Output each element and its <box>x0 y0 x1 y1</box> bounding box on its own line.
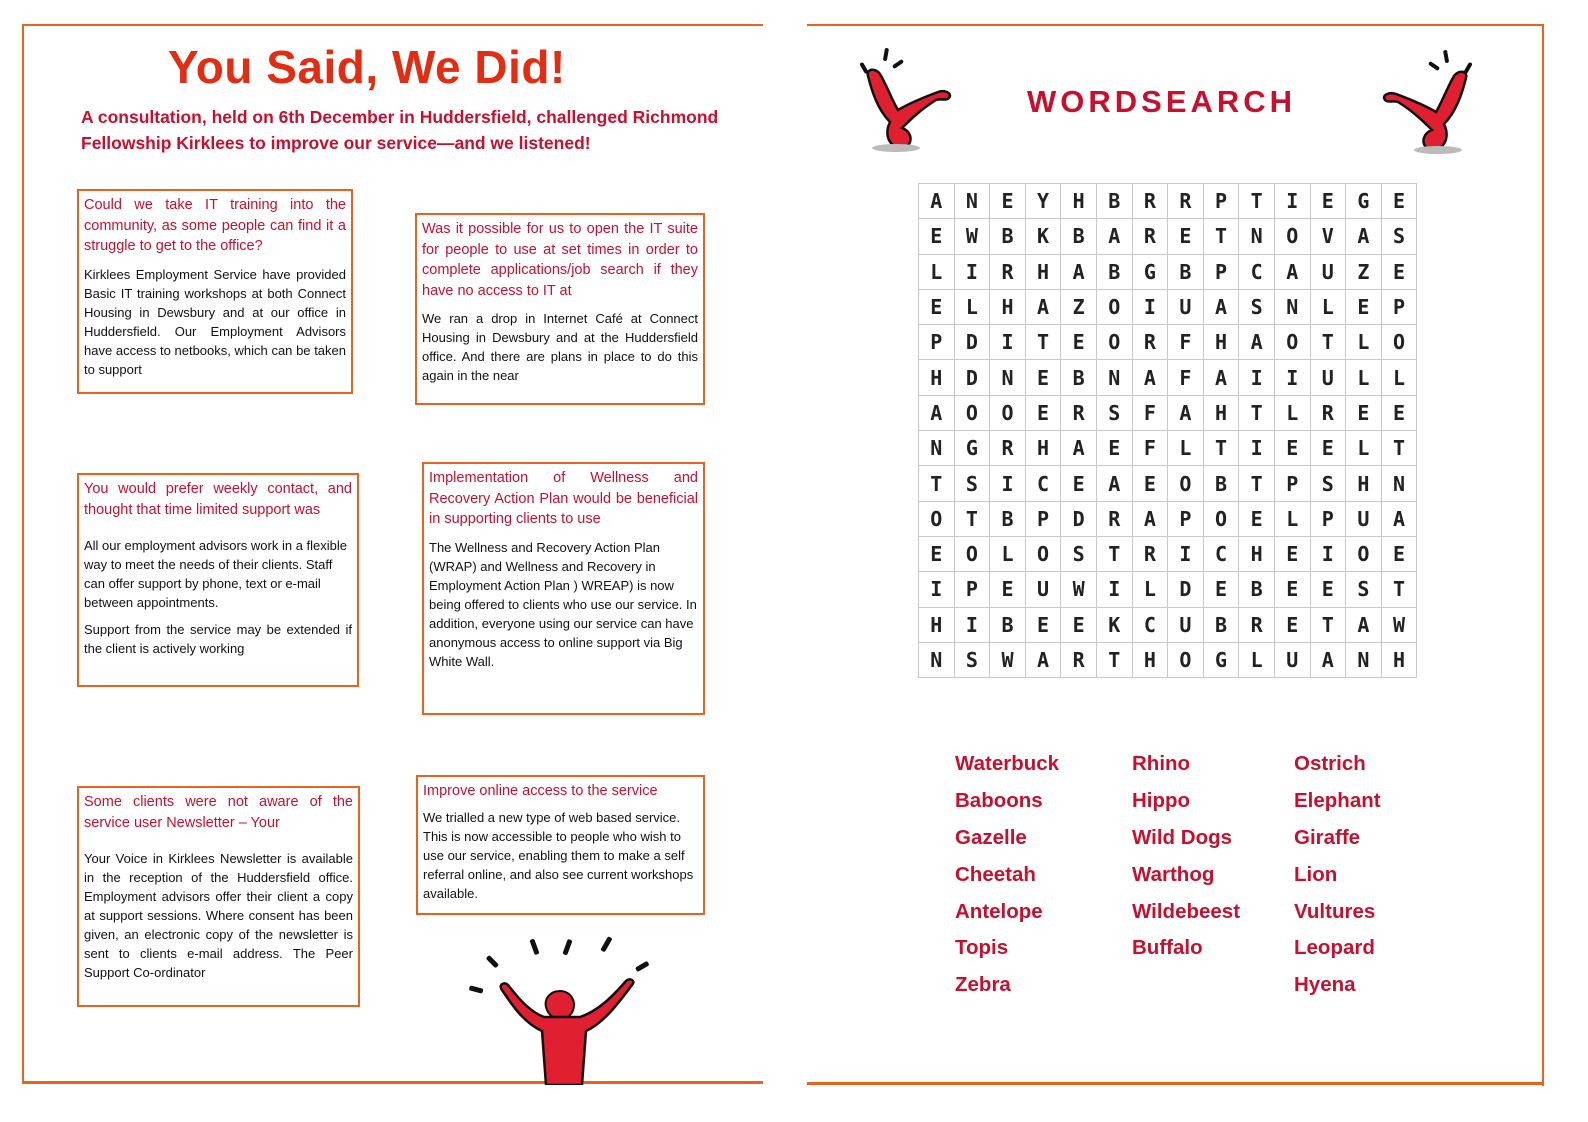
grid-letter[interactable]: E <box>1346 289 1382 324</box>
grid-letter[interactable]: Y <box>1025 184 1061 219</box>
grid-letter[interactable]: L <box>1346 431 1382 466</box>
question-text: Could we take IT training into the community, as some people can find it a struggle to get to the office? <box>84 197 346 254</box>
grid-letter[interactable]: T <box>1310 607 1346 642</box>
grid-row <box>919 184 1417 219</box>
grid-letter[interactable]: E <box>919 219 955 254</box>
grid-letter[interactable]: O <box>919 501 955 536</box>
word-list-item: Giraffe <box>1294 825 1361 849</box>
grid-letter[interactable]: B <box>990 607 1026 642</box>
grid-letter[interactable]: P <box>954 572 990 607</box>
right-frame-top <box>807 24 1544 26</box>
grid-letter[interactable]: P <box>919 325 955 360</box>
grid-letter[interactable]: L <box>1239 642 1275 677</box>
grid-letter[interactable]: L <box>1274 501 1310 536</box>
grid-letter[interactable]: I <box>1239 360 1275 395</box>
grid-letter[interactable]: I <box>1310 536 1346 571</box>
grid-letter[interactable]: F <box>1132 395 1168 430</box>
word-list-item: Topis <box>955 936 1009 960</box>
grid-letter[interactable]: A <box>1346 219 1382 254</box>
grid-letter[interactable]: I <box>954 254 990 289</box>
grid-letter[interactable]: O <box>1096 325 1132 360</box>
grid-letter[interactable]: E <box>1381 536 1417 571</box>
grid-letter[interactable]: B <box>1096 184 1132 219</box>
grid-letter[interactable]: A <box>1096 466 1132 501</box>
grid-letter[interactable]: I <box>1168 536 1204 571</box>
grid-letter[interactable]: N <box>1346 642 1382 677</box>
grid-letter[interactable]: A <box>919 395 955 430</box>
grid-letter[interactable]: A <box>1096 219 1132 254</box>
grid-letter[interactable]: C <box>1132 607 1168 642</box>
grid-row <box>919 466 1417 501</box>
grid-letter[interactable]: L <box>1274 395 1310 430</box>
feedback-box-it-suite <box>415 213 705 405</box>
grid-letter[interactable]: E <box>919 536 955 571</box>
grid-letter[interactable]: B <box>1096 254 1132 289</box>
grid-letter[interactable]: N <box>919 642 955 677</box>
grid-letter[interactable]: T <box>1096 642 1132 677</box>
grid-letter[interactable]: B <box>1203 607 1239 642</box>
grid-letter[interactable]: S <box>1310 466 1346 501</box>
grid-letter[interactable]: U <box>1310 360 1346 395</box>
grid-letter[interactable]: E <box>1381 254 1417 289</box>
grid-letter[interactable]: F <box>1132 431 1168 466</box>
left-frame-top <box>22 24 763 26</box>
grid-letter[interactable]: W <box>1381 607 1417 642</box>
grid-letter[interactable]: V <box>1310 219 1346 254</box>
answer-text: Support from the service may be extended if the client is actively working <box>84 622 352 656</box>
grid-letter[interactable]: L <box>1346 325 1382 360</box>
grid-letter[interactable]: C <box>1025 466 1061 501</box>
grid-letter[interactable]: T <box>919 466 955 501</box>
grid-letter[interactable]: L <box>1132 572 1168 607</box>
grid-row <box>919 501 1417 536</box>
grid-letter[interactable]: A <box>1061 254 1097 289</box>
grid-letter[interactable]: E <box>1203 572 1239 607</box>
cheering-figure-icon <box>462 935 662 1085</box>
answer-text: We ran a drop in Internet Café at Connect Housing in Dewsbury and at the Huddersfield office. And there are plans in place to do this again in the near <box>422 311 698 383</box>
grid-letter[interactable]: H <box>919 607 955 642</box>
grid-letter[interactable]: A <box>1310 642 1346 677</box>
grid-row <box>919 360 1417 395</box>
grid-letter[interactable]: E <box>1274 607 1310 642</box>
grid-letter[interactable]: C <box>1239 254 1275 289</box>
grid-letter[interactable]: N <box>1096 360 1132 395</box>
grid-letter[interactable]: E <box>1274 572 1310 607</box>
grid-letter[interactable]: P <box>1025 501 1061 536</box>
grid-letter[interactable]: R <box>990 254 1026 289</box>
grid-letter[interactable]: G <box>1203 642 1239 677</box>
question-text: Was it possible for us to open the IT suite for people to use at set times in order to complete applications/job search if they have no access to IT at <box>422 221 698 299</box>
grid-row <box>919 607 1417 642</box>
word-list-item: Hyena <box>1294 973 1356 997</box>
grid-letter[interactable]: A <box>1168 395 1204 430</box>
grid-letter[interactable]: B <box>990 219 1026 254</box>
word-list-item: Warthog <box>1132 862 1215 886</box>
grid-letter[interactable]: L <box>954 289 990 324</box>
grid-letter[interactable]: O <box>990 395 1026 430</box>
grid-letter[interactable]: A <box>1274 254 1310 289</box>
right-frame-bottom <box>807 1082 1544 1085</box>
breakdance-figure-icon <box>1380 48 1478 158</box>
grid-letter[interactable]: A <box>919 184 955 219</box>
grid-letter[interactable]: U <box>1168 289 1204 324</box>
word-list-item: Wild Dogs <box>1132 825 1233 849</box>
right-frame-right <box>1542 24 1544 1086</box>
grid-letter[interactable]: S <box>1096 395 1132 430</box>
grid-letter[interactable]: L <box>990 536 1026 571</box>
grid-row <box>919 289 1417 324</box>
grid-letter[interactable]: E <box>1381 184 1417 219</box>
grid-letter[interactable]: G <box>1132 254 1168 289</box>
grid-letter[interactable]: D <box>954 325 990 360</box>
grid-letter[interactable]: E <box>1346 395 1382 430</box>
grid-letter[interactable]: H <box>1346 466 1382 501</box>
grid-letter[interactable]: R <box>1132 536 1168 571</box>
grid-letter[interactable]: A <box>1346 607 1382 642</box>
word-list-item: Lion <box>1294 862 1338 886</box>
grid-letter[interactable]: E <box>1274 536 1310 571</box>
breakdance-figure-icon <box>856 44 954 154</box>
feedback-box-it-training <box>77 189 353 394</box>
grid-letter[interactable]: O <box>1203 501 1239 536</box>
grid-row <box>919 642 1417 677</box>
word-list-item: Rhino <box>1132 752 1191 775</box>
grid-letter[interactable]: E <box>1239 501 1275 536</box>
grid-letter[interactable]: I <box>919 572 955 607</box>
grid-letter[interactable]: I <box>954 607 990 642</box>
grid-letter[interactable]: O <box>954 536 990 571</box>
grid-letter[interactable]: A <box>1025 289 1061 324</box>
question-text: Implementation of Wellness and Recovery Action Plan would be beneficial in supporting clients to use <box>429 470 698 527</box>
grid-letter[interactable]: T <box>1381 431 1417 466</box>
grid-letter[interactable]: E <box>990 572 1026 607</box>
grid-letter[interactable]: A <box>1132 501 1168 536</box>
answer-text: Your Voice in Kirklees Newsletter is available in the reception of the Huddersfield office. Employment advisors offer their client a copy at support sessions. Where consent has been given, an electronic copy of the newsletter is sent to clients e-mail address. The Peer Support Co-ordinator <box>84 851 353 980</box>
grid-row <box>919 431 1417 466</box>
grid-letter[interactable]: P <box>1310 501 1346 536</box>
grid-letter[interactable]: T <box>1239 395 1275 430</box>
grid-letter[interactable]: I <box>1239 431 1275 466</box>
grid-letter[interactable]: H <box>990 289 1026 324</box>
grid-letter[interactable]: A <box>1203 360 1239 395</box>
word-list-item: Leopard <box>1294 936 1375 960</box>
grid-letter[interactable]: I <box>990 466 1026 501</box>
grid-row <box>919 572 1417 607</box>
grid-row <box>919 395 1417 430</box>
word-list-item: Wildebeest <box>1132 899 1241 923</box>
grid-letter[interactable]: L <box>1381 360 1417 395</box>
grid-letter[interactable]: T <box>1239 184 1275 219</box>
grid-letter[interactable]: N <box>954 184 990 219</box>
grid-letter[interactable]: D <box>1168 572 1204 607</box>
grid-letter[interactable]: I <box>1274 360 1310 395</box>
grid-letter[interactable]: R <box>1132 219 1168 254</box>
word-list-item: Buffalo <box>1132 936 1203 960</box>
grid-letter[interactable]: U <box>1168 607 1204 642</box>
word-list-item: Vultures <box>1294 899 1376 923</box>
grid-letter[interactable]: T <box>1203 431 1239 466</box>
word-list-item: Hippo <box>1132 788 1191 812</box>
grid-letter[interactable]: O <box>1168 466 1204 501</box>
grid-row <box>919 219 1417 254</box>
feedback-box-online-access <box>416 775 705 915</box>
grid-letter[interactable]: L <box>1168 431 1204 466</box>
grid-letter[interactable]: R <box>1168 184 1204 219</box>
grid-letter[interactable]: W <box>954 219 990 254</box>
grid-letter[interactable]: R <box>1239 607 1275 642</box>
grid-letter[interactable]: G <box>1346 184 1382 219</box>
grid-row <box>919 536 1417 571</box>
grid-letter[interactable]: A <box>1239 325 1275 360</box>
grid-letter[interactable]: H <box>1203 395 1239 430</box>
word-list-item: Antelope <box>955 899 1043 923</box>
grid-letter[interactable]: N <box>1274 289 1310 324</box>
grid-letter[interactable]: U <box>1310 254 1346 289</box>
grid-letter[interactable]: E <box>1132 466 1168 501</box>
grid-letter[interactable]: H <box>1061 184 1097 219</box>
grid-letter[interactable]: T <box>954 501 990 536</box>
grid-letter[interactable]: R <box>1132 184 1168 219</box>
grid-letter[interactable]: E <box>1310 431 1346 466</box>
grid-letter[interactable]: U <box>1274 642 1310 677</box>
grid-letter[interactable]: Z <box>1346 254 1382 289</box>
grid-letter[interactable]: O <box>1381 325 1417 360</box>
grid-letter[interactable]: T <box>1239 466 1275 501</box>
grid-letter[interactable]: N <box>1381 466 1417 501</box>
grid-row <box>919 325 1417 360</box>
grid-letter[interactable]: I <box>1132 289 1168 324</box>
grid-letter[interactable]: N <box>990 360 1026 395</box>
grid-letter[interactable]: S <box>1381 219 1417 254</box>
grid-letter[interactable]: R <box>1132 325 1168 360</box>
grid-letter[interactable]: E <box>1061 466 1097 501</box>
grid-letter[interactable]: R <box>1096 501 1132 536</box>
grid-letter[interactable]: O <box>1096 289 1132 324</box>
word-list-column <box>955 746 1059 1004</box>
grid-letter[interactable]: A <box>1203 289 1239 324</box>
grid-letter[interactable]: E <box>990 184 1026 219</box>
grid-letter[interactable]: P <box>1274 466 1310 501</box>
grid-letter[interactable]: O <box>1274 219 1310 254</box>
grid-letter[interactable]: B <box>1061 360 1097 395</box>
grid-letter[interactable]: E <box>1310 184 1346 219</box>
word-list-column <box>1132 746 1240 967</box>
grid-letter[interactable]: P <box>1203 184 1239 219</box>
grid-letter[interactable]: F <box>1168 360 1204 395</box>
question-text: Improve online access to the service <box>423 783 658 799</box>
grid-letter[interactable]: K <box>1025 219 1061 254</box>
grid-letter[interactable]: I <box>1274 184 1310 219</box>
page-title: You Said, We Did! <box>168 41 566 93</box>
grid-letter[interactable]: E <box>1025 607 1061 642</box>
grid-letter[interactable]: E <box>1025 360 1061 395</box>
grid-letter[interactable]: E <box>1025 395 1061 430</box>
grid-letter[interactable]: Z <box>1061 289 1097 324</box>
grid-letter[interactable]: H <box>1025 254 1061 289</box>
grid-letter[interactable]: S <box>1346 572 1382 607</box>
word-list-item: Elephant <box>1294 788 1381 812</box>
grid-letter[interactable]: O <box>1346 536 1382 571</box>
answer-text: All our employment advisors work in a flexible way to meet the needs of their clients. Staff can offer support by phone, text or e-mail between appointments. <box>84 538 347 610</box>
grid-letter[interactable]: H <box>1132 642 1168 677</box>
word-list-item: Waterbuck <box>955 752 1060 775</box>
grid-letter[interactable]: W <box>990 642 1026 677</box>
grid-letter[interactable]: D <box>954 360 990 395</box>
grid-letter[interactable]: L <box>1310 289 1346 324</box>
grid-letter[interactable]: S <box>1061 536 1097 571</box>
grid-letter[interactable]: H <box>919 360 955 395</box>
grid-letter[interactable]: U <box>1025 572 1061 607</box>
grid-letter[interactable]: B <box>1203 466 1239 501</box>
answer-text: Kirklees Employment Service have provided Basic IT training workshops at both Connect Housing in Dewsbury and at our office in Huddersfield. Our Employment Advisors have access to netbooks, which can be taken to support <box>84 266 346 377</box>
grid-letter[interactable]: K <box>1096 607 1132 642</box>
grid-letter[interactable]: E <box>1096 431 1132 466</box>
word-list-column <box>1294 746 1381 1004</box>
question-text: You would prefer weekly contact, and thought that time limited support was <box>84 481 352 518</box>
grid-letter[interactable]: T <box>1025 325 1061 360</box>
grid-letter[interactable]: L <box>919 254 955 289</box>
grid-letter[interactable]: U <box>1346 501 1382 536</box>
grid-letter[interactable]: O <box>1025 536 1061 571</box>
grid-letter[interactable]: T <box>1381 572 1417 607</box>
grid-letter[interactable]: S <box>954 642 990 677</box>
grid-letter[interactable]: R <box>1310 395 1346 430</box>
grid-letter[interactable]: I <box>990 325 1026 360</box>
grid-letter[interactable]: A <box>1061 431 1097 466</box>
feedback-box-newsletter <box>77 786 360 1007</box>
grid-row <box>919 254 1417 289</box>
word-list-item: Baboons <box>955 788 1043 812</box>
grid-letter[interactable]: E <box>1168 219 1204 254</box>
grid-letter[interactable]: S <box>1239 289 1275 324</box>
grid-letter[interactable]: F <box>1168 325 1204 360</box>
grid-letter[interactable]: H <box>1203 325 1239 360</box>
left-frame-left <box>22 24 24 1084</box>
grid-letter[interactable]: P <box>1381 289 1417 324</box>
grid-letter[interactable]: L <box>1346 360 1382 395</box>
grid-letter[interactable]: O <box>1274 325 1310 360</box>
grid-letter[interactable]: A <box>1381 501 1417 536</box>
grid-letter[interactable]: R <box>1061 395 1097 430</box>
grid-letter[interactable]: B <box>1061 219 1097 254</box>
grid-letter[interactable]: B <box>1239 572 1275 607</box>
grid-letter[interactable]: N <box>1239 219 1275 254</box>
grid-letter[interactable]: E <box>1310 572 1346 607</box>
grid-letter[interactable]: R <box>1061 642 1097 677</box>
grid-letter[interactable]: A <box>1132 360 1168 395</box>
grid-letter[interactable]: B <box>990 501 1026 536</box>
grid-letter[interactable]: N <box>919 431 955 466</box>
word-list-item: Gazelle <box>955 825 1027 849</box>
grid-letter[interactable]: E <box>1061 325 1097 360</box>
grid-letter[interactable]: I <box>1096 572 1132 607</box>
grid-letter[interactable]: D <box>1061 501 1097 536</box>
grid-letter[interactable]: E <box>919 289 955 324</box>
grid-letter[interactable]: A <box>1025 642 1061 677</box>
grid-letter[interactable]: H <box>1025 431 1061 466</box>
grid-letter[interactable]: P <box>1203 254 1239 289</box>
feedback-box-weekly-contact <box>77 473 359 687</box>
grid-letter[interactable]: H <box>1239 536 1275 571</box>
grid-letter[interactable]: T <box>1310 325 1346 360</box>
grid-letter[interactable]: O <box>1168 642 1204 677</box>
answer-text: We trialled a new type of web based service. This is now accessible to people who wish to use our service, enabling them to make a self referral online, and also see current workshops available. <box>423 809 694 901</box>
feedback-box-wellness-plan <box>422 462 705 715</box>
grid-letter[interactable]: G <box>954 431 990 466</box>
grid-letter[interactable]: B <box>1168 254 1204 289</box>
grid-letter[interactable]: C <box>1203 536 1239 571</box>
grid-letter[interactable]: E <box>1381 395 1417 430</box>
wordsearch-title: WORDSEARCH <box>1027 84 1297 119</box>
word-list-item: Cheetah <box>955 862 1036 886</box>
grid-letter[interactable]: E <box>1274 431 1310 466</box>
answer-text: The Wellness and Recovery Action Plan (WRAP) and Wellness and Recovery in Employment Action Plan ) WREAP) is now being offered to clients who use our service. In addition, everyone using our service can have anonymous access to online support via Big White Wall. <box>429 539 697 669</box>
grid-letter[interactable]: O <box>954 395 990 430</box>
word-list-item: Ostrich <box>1294 752 1366 775</box>
question-text: Some clients were not aware of the service user Newsletter – Your <box>84 794 353 831</box>
grid-letter[interactable]: P <box>1168 501 1204 536</box>
grid-letter[interactable]: H <box>1381 642 1417 677</box>
grid-letter[interactable]: W <box>1061 572 1097 607</box>
grid-letter[interactable]: S <box>954 466 990 501</box>
word-list-item: Zebra <box>955 973 1011 997</box>
grid-letter[interactable]: E <box>1061 607 1097 642</box>
grid-letter[interactable]: T <box>1096 536 1132 571</box>
grid-letter[interactable]: R <box>990 431 1026 466</box>
grid-letter[interactable]: T <box>1203 219 1239 254</box>
intro-text: A consultation, held on 6th December in Huddersfield, challenged Richmond Fellowship Kirklees to improve our service—and we listened! <box>81 107 719 153</box>
wordsearch-grid <box>918 183 1417 678</box>
